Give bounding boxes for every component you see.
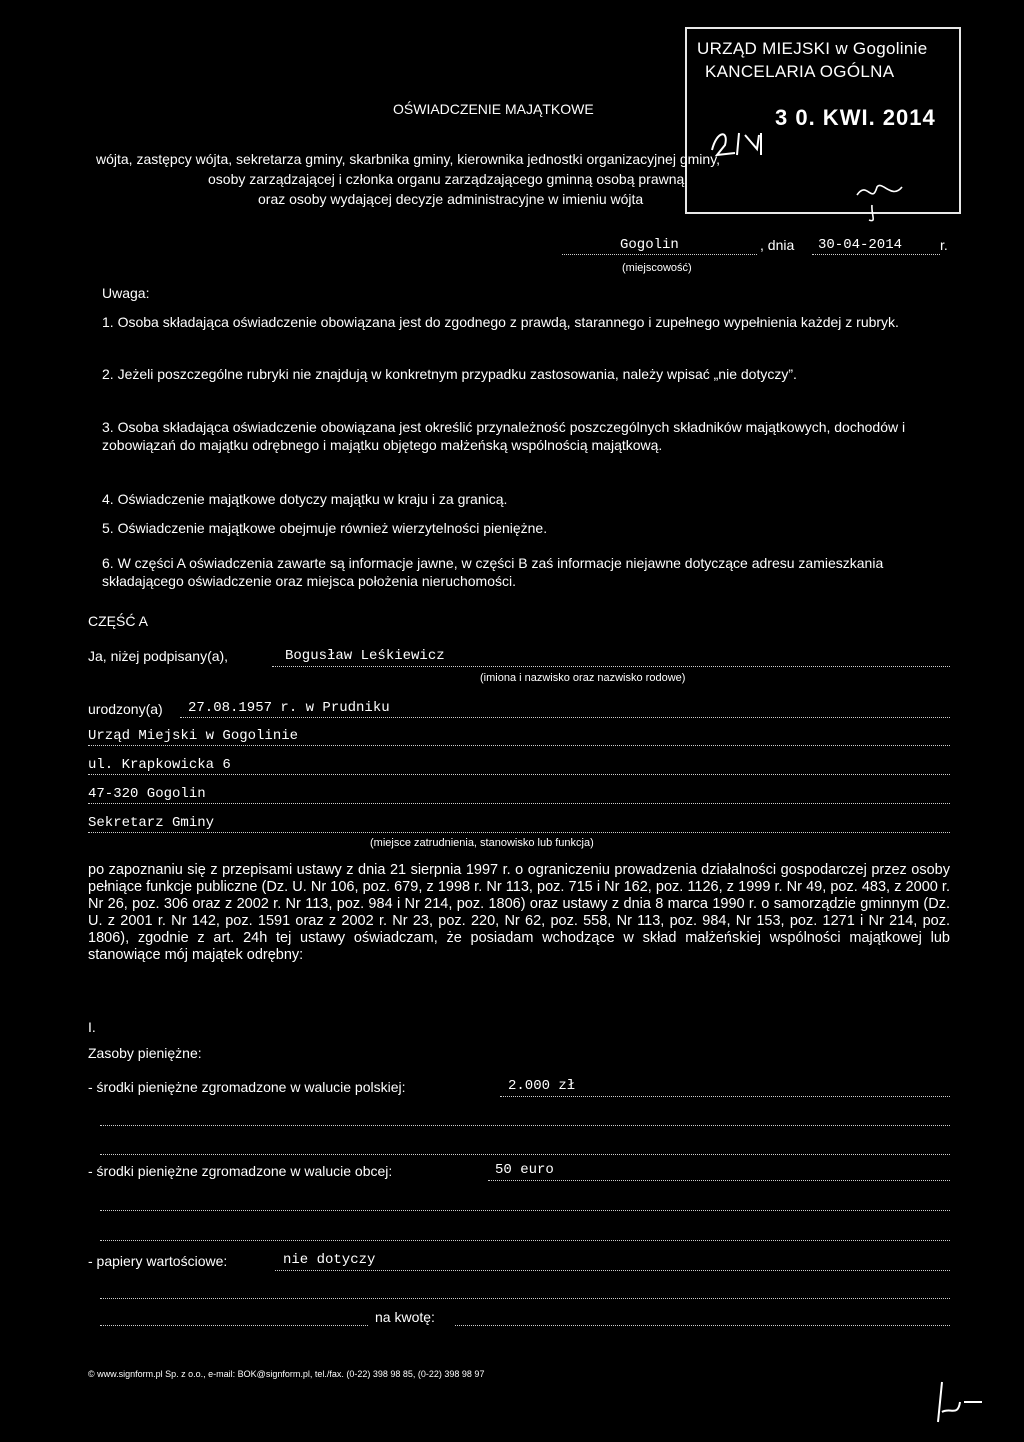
securities-label: - papiery wartościowe: (88, 1253, 228, 1269)
employment-line-1: Urząd Miejski w Gogolinie (88, 728, 299, 744)
employment-line (88, 803, 950, 804)
place-caption: (miejscowość) (622, 262, 692, 274)
declarant-name: Bogusław Leśkiewicz (285, 648, 445, 664)
employment-line (88, 745, 950, 746)
part-a-heading: CZĘŚĆ A (88, 613, 148, 629)
pln-label: - środki pieniężne zgromadzone w walucie polskiej: (88, 1079, 406, 1095)
date-prefix: , dnia (760, 237, 795, 253)
header-line-1: wójta, zastępcy wójta, sekretarza gminy, skarbnika gminy, kierownika jednostki organizacyjnej gminy, (96, 151, 721, 167)
blank-line (100, 1240, 950, 1241)
place-value: Gogolin (620, 237, 679, 253)
securities-value: nie dotyczy (283, 1252, 376, 1268)
born-value: 27.08.1957 r. w Prudniku (188, 700, 390, 716)
blank-line (100, 1298, 950, 1299)
date-value: 30-04-2014 (818, 237, 903, 253)
section-heading: Zasoby pieniężne: (88, 1045, 202, 1061)
employment-line-3: 47-320 Gogolin (88, 786, 206, 802)
name-line (272, 666, 950, 667)
note-item: 5. Oświadczenie majątkowe obejmuje również wierzytelności pieniężne. (102, 520, 548, 536)
foreign-label: - środki pieniężne zgromadzone w walucie obcej: (88, 1163, 393, 1179)
born-label: urodzony(a) (88, 701, 163, 717)
date-line (812, 254, 940, 255)
place-line (562, 254, 757, 255)
signed-label: Ja, niżej podpisany(a), (88, 648, 229, 664)
blank-line (100, 1210, 950, 1211)
pln-line (500, 1096, 950, 1097)
employment-line (88, 832, 950, 833)
note-item: 4. Oświadczenie majątkowe dotyczy majątku w kraju i za granicą. (102, 491, 508, 507)
foreign-value: 50 euro (495, 1162, 554, 1178)
stamp-date: 3 0. KWI. 2014 (775, 105, 936, 130)
header-line-3: oraz osoby wydającej decyzje administracyjne w imieniu wójta (258, 191, 644, 207)
date-suffix: r. (940, 237, 948, 253)
employment-line-2: ul. Krapkowicka 6 (88, 757, 231, 773)
amount-line (455, 1325, 950, 1326)
stamp-department: KANCELARIA OGÓLNA (705, 62, 895, 81)
header-line-2: osoby zarządzającej i członka organu zarządzającego gminną osobą prawną (208, 171, 685, 187)
blank-line (100, 1325, 368, 1326)
blank-line (100, 1154, 950, 1155)
document-title: OŚWIADCZENIE MAJĄTKOWE (393, 101, 594, 117)
note-item: 6. W części A oświadczenia zawarte są informacje jawne, w części B zaś informacje niejawne dotyczące adresu zamieszkania składającego oświadczenie oraz miejsca położenia nieruchomości. (102, 555, 884, 589)
signature-initials-icon (847, 175, 917, 225)
employment-line-4: Sekretarz Gminy (88, 815, 215, 831)
declaration-text: po zapoznaniu się z przepisami ustawy z dnia 21 sierpnia 1997 r. o ograniczeniu prowadzenia działalności gospodarczej przez osoby pełniące funkcje publiczne (Dz. U. Nr 106, poz. 679, z 1998 r. Nr 113, poz. 715 i Nr 162, poz. 1126, z 1999 r. Nr 49, poz. 483, z 2000 r. Nr 26, poz. 306 oraz z 2002 r. Nr 113, poz. 984 i Nr 214, poz. 1806) oraz ustawy z dnia 8 marca 1990 r. o samorządzie gminnym (Dz. U. z 2001 r. Nr 142, poz. 1591 oraz z 2002 r. Nr 23, poz. 220, Nr 62, poz. 558, Nr 113, poz. 984, Nr 153, poz. 1271 i Nr 214, poz. 1806), zgodnie z art. 24h tej ustawy oświadczam, że posiadam wchodzące w skład małżeńskiej wspólności majątkowej lub stanowiące mój majątek odrębny: (88, 862, 950, 963)
note-item: 1. Osoba składająca oświadczenie obowiązana jest do zgodnego z prawdą, starannego i zupełnego wypełnienia każdej z rubryk. (102, 314, 899, 330)
securities-line (275, 1270, 950, 1271)
note-item: 2. Jeżeli poszczególne rubryki nie znajdują w konkretnym przypadku zastosowania, należy wpisać „nie dotyczy”. (102, 366, 797, 382)
notes-heading: Uwaga: (102, 285, 150, 301)
note-item: 3. Osoba składająca oświadczenie obowiązana jest określić przynależność poszczególnych składników majątkowych, dochodów i zobowiązań do majątku odrębnego i majątku objętego małżeńską wspólnością majątkową. (102, 419, 906, 453)
employment-caption: (miejsce zatrudnienia, stanowisko lub funkcja) (370, 837, 594, 849)
foreign-line (488, 1180, 950, 1181)
pln-value: 2.000 zł (508, 1078, 576, 1094)
blank-line (100, 1125, 950, 1126)
stamp-office: URZĄD MIEJSKI w Gogolinie (697, 39, 928, 58)
amount-label: na kwotę: (375, 1309, 435, 1325)
name-caption: (imiona i nazwisko oraz nazwisko rodowe) (480, 672, 686, 684)
footer-copyright: © www.signform.pl Sp. z o.o., e-mail: BOK@signform.pl, tel./fax. (0-22) 398 98 85, (0-22) 398 98 97 (88, 1369, 485, 1379)
handwritten-mark-icon (930, 1372, 990, 1432)
registry-stamp (685, 27, 961, 214)
born-line (180, 717, 950, 718)
employment-line (88, 774, 950, 775)
section-numeral: I. (88, 1019, 96, 1035)
